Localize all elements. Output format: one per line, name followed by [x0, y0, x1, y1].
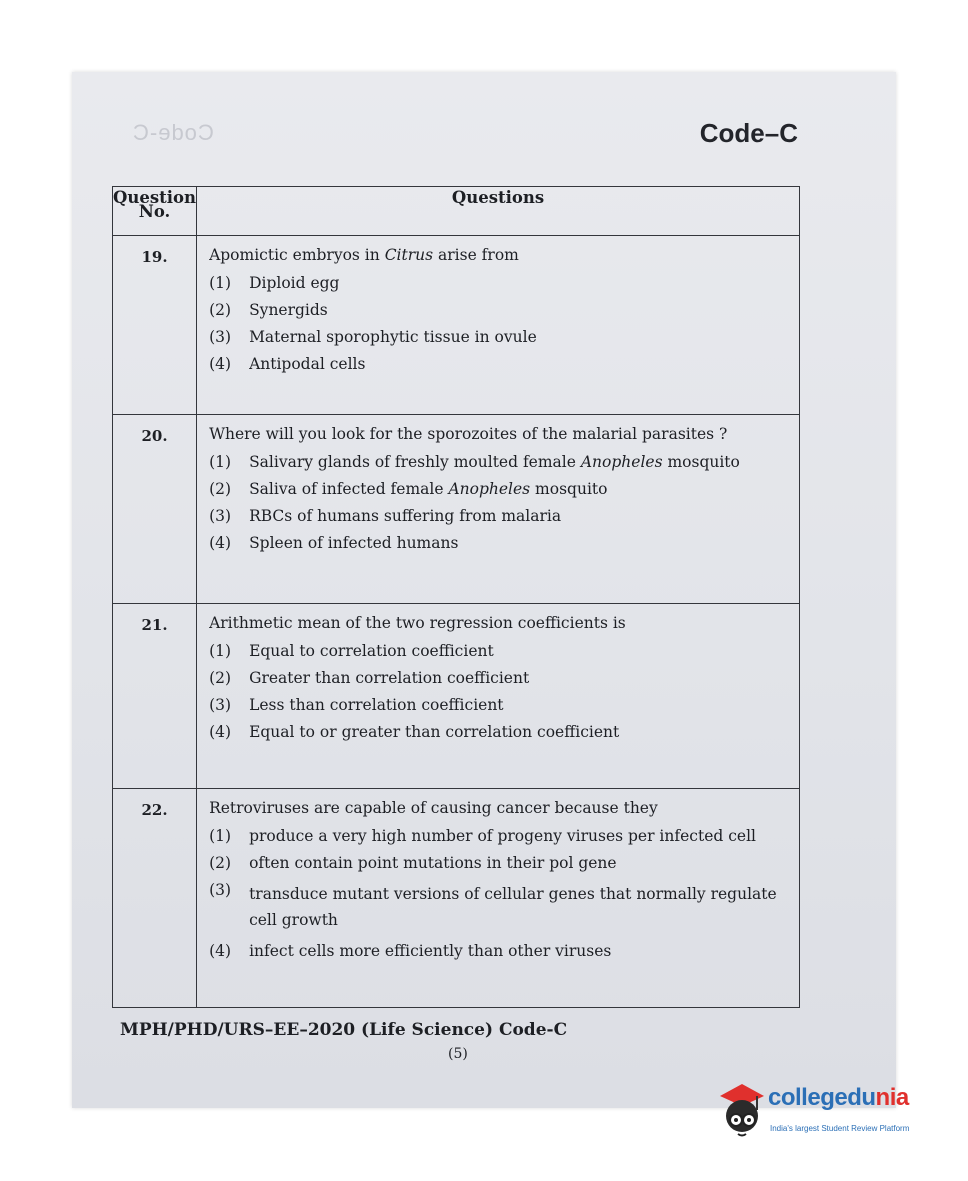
option-4	[209, 723, 793, 741]
option-4	[209, 355, 793, 373]
option-text: Equal to correlation coefficient	[249, 642, 494, 660]
option-text: transduce mutant versions of cellular genes that normally regulate cell growth	[249, 885, 777, 929]
option-text-part: mosquito	[530, 480, 608, 498]
option-number: (3)	[209, 328, 232, 346]
option-text-part: Salivary glands of freshly moulted female	[249, 453, 581, 471]
question-stem: Where will you look for the sporozoites of the malarial parasites ?	[209, 425, 728, 443]
paper-code: Code–C	[699, 118, 798, 148]
brand-name	[768, 1084, 909, 1112]
question-row-21	[113, 604, 800, 789]
question-row-19	[113, 236, 800, 415]
option-number: (1)	[209, 274, 232, 292]
exam-sheet	[72, 72, 896, 1108]
option-text: Greater than correlation coefficient	[249, 669, 530, 687]
option-text: Maternal sporophytic tissue in ovule	[249, 328, 537, 346]
option-1	[209, 274, 793, 292]
option-1	[209, 453, 793, 471]
question-body	[197, 236, 800, 415]
option-3	[209, 328, 793, 346]
option-text: often contain point mutations in their pol gene	[249, 854, 617, 872]
page-number: (5)	[448, 1046, 468, 1062]
question-number: 21.	[113, 604, 197, 789]
option-number: (4)	[209, 534, 232, 552]
option-1	[209, 642, 793, 660]
option-number: (1)	[209, 827, 232, 845]
question-number: 22.	[113, 789, 197, 1008]
brand-name-accent: nia	[875, 1084, 909, 1111]
option-2	[209, 669, 793, 687]
question-stem	[209, 246, 793, 264]
option-number: (2)	[209, 669, 232, 687]
option-number: (2)	[209, 480, 232, 498]
exam-footer-code: MPH/PHD/URS–EE–2020 (Life Science) Code-C	[120, 1020, 568, 1040]
stem-text: Apomictic embryos in	[209, 246, 385, 264]
question-body	[197, 415, 800, 604]
table-header-row	[113, 187, 800, 236]
option-4	[209, 942, 793, 960]
option-number: (2)	[209, 301, 232, 319]
stem-italic: Citrus	[384, 246, 434, 264]
option-text: Spleen of infected humans	[249, 534, 459, 552]
question-body	[197, 789, 800, 1008]
question-table	[112, 186, 800, 1008]
option-text: Synergids	[249, 301, 328, 319]
question-number: 20.	[113, 415, 197, 604]
option-2	[209, 301, 793, 319]
option-number: (4)	[209, 942, 232, 960]
question-stem: Arithmetic mean of the two regression coefficients is	[209, 614, 626, 632]
option-text: RBCs of humans suffering from malaria	[249, 507, 562, 525]
option-text-part: Saliva of infected female	[249, 480, 449, 498]
option-text: Equal to or greater than correlation coefficient	[249, 723, 620, 741]
option-text-part: mosquito	[662, 453, 740, 471]
option-italic: Anopheles	[580, 453, 663, 471]
question-row-20	[113, 415, 800, 604]
column-header-questions: Questions	[197, 187, 800, 236]
column-header-question-no: Question No.	[113, 187, 197, 236]
option-italic: Anopheles	[448, 480, 531, 498]
option-number: (3)	[209, 507, 232, 525]
option-text: Less than correlation coefficient	[249, 696, 504, 714]
option-text: Antipodal cells	[249, 355, 366, 373]
option-3	[209, 696, 793, 714]
question-body	[197, 604, 800, 789]
option-text: Diploid egg	[249, 274, 340, 292]
option-text	[249, 453, 793, 471]
question-stem: Retroviruses are capable of causing cancer because they	[209, 799, 658, 817]
stem-text: arise from	[433, 246, 519, 264]
option-number: (1)	[209, 642, 232, 660]
option-4	[209, 534, 793, 552]
option-number: (4)	[209, 723, 232, 741]
option-number: (1)	[209, 453, 232, 471]
option-2	[209, 480, 793, 498]
option-text: infect cells more efficiently than other viruses	[249, 942, 612, 960]
option-number: (4)	[209, 355, 232, 373]
brand-name-part: collegedu	[768, 1084, 876, 1111]
option-3	[209, 507, 793, 525]
brand-tagline: India's largest Student Review Platform	[770, 1124, 910, 1133]
mascot-icon	[712, 1076, 768, 1142]
question-number: 19.	[113, 236, 197, 415]
option-number: (2)	[209, 854, 232, 872]
collegedunia-logo	[712, 1076, 952, 1146]
option-2	[209, 854, 793, 872]
option-number: (3)	[209, 696, 232, 714]
option-1	[209, 827, 793, 845]
option-text: produce a very high number of progeny viruses per infected cell	[249, 827, 756, 845]
bleed-through-text: Code-C	[132, 120, 214, 145]
option-3	[209, 881, 793, 933]
option-number: (3)	[209, 881, 232, 899]
option-text	[249, 480, 793, 498]
question-row-22	[113, 789, 800, 1008]
